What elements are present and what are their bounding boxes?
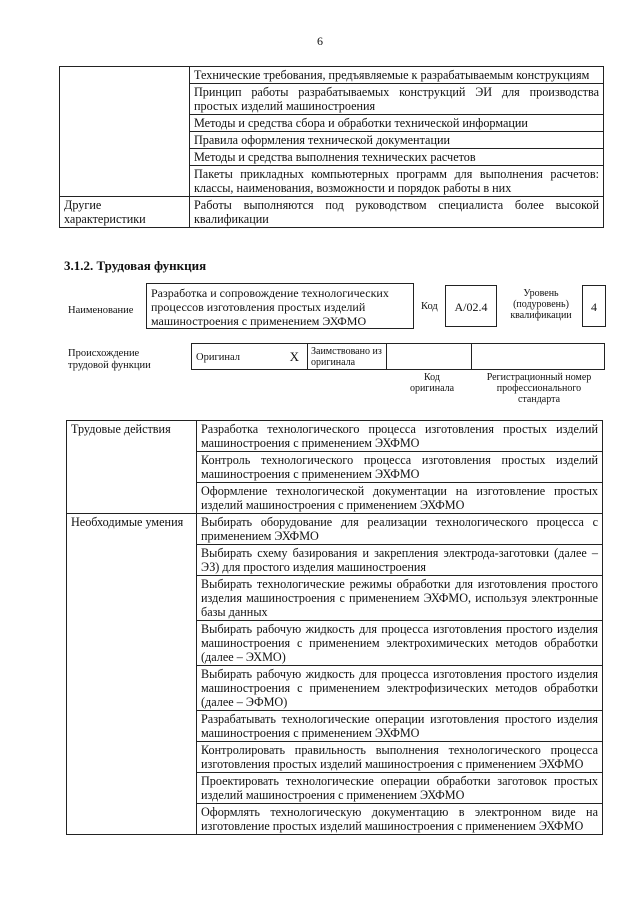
original-label: Оригинал — [196, 352, 240, 363]
table-cell: Трудовые действия — [67, 421, 197, 514]
table-cell: Принцип работы разрабатываемых конструкций ЭИ для производства простых изделий машиностроения — [190, 84, 604, 115]
table-cell: Правила оформления технической документации — [190, 132, 604, 149]
table-cell: Выбирать рабочую жидкость для процесса изготовления простого изделия машиностроения с применением электрохимических методов обработки (далее – ЭХМО) — [197, 621, 603, 666]
section-title: 3.1.2. Трудовая функция — [64, 258, 207, 273]
table-cell: Контроль технологического процесса изготовления простых изделий машиностроения с применением ЭХФМО — [197, 452, 603, 483]
table-cell: Разрабатывать технологические операции изготовления простого изделия машиностроения с применением ЭХФМО — [197, 711, 603, 742]
table-cell: Проектировать технологические операции обработки заготовок простых изделий машиностроения с применением ЭХФМО — [197, 773, 603, 804]
code-original-label: Код оригинала — [409, 372, 455, 394]
reg-number-label: Регистрационный номер профессионального стандарта — [486, 372, 592, 405]
table-cell: Выбирать схему базирования и закрепления электрода-заготовки (далее – ЭЗ) для простого изделия машиностроения — [197, 545, 603, 576]
table-cell: Методы и средства выполнения технических расчетов — [190, 149, 604, 166]
code-label: Код — [421, 301, 438, 312]
table-cell: Пакеты прикладных компьютерных программ для выполнения расчетов: классы, наименования, возможности и порядок работы в них — [190, 166, 604, 197]
borrowed-label: Заимствовано из оригинала — [307, 343, 387, 370]
name-value: Разработка и сопровождение технологических процессов изготовления простых изделий машиностроения с применением ЭХФМО — [146, 283, 414, 329]
table-cell: Выбирать оборудование для реализации технологического процесса с применением ЭХФМО — [197, 514, 603, 545]
table-row — [67, 421, 603, 452]
table-cell: Разработка технологического процесса изготовления простых изделий машиностроения с применением ЭХФМО — [197, 421, 603, 452]
table-cell — [60, 67, 190, 197]
table-cell: Оформление технологической документации на изготовление простых изделий машиностроения с применением ЭХФМО — [197, 483, 603, 514]
level-value: 4 — [582, 285, 606, 327]
table-cell: Выбирать рабочую жидкость для процесса изготовления простого изделия машиностроения с применением электрофизических методов обработки (далее – ЭФМО) — [197, 666, 603, 711]
table-row — [60, 67, 604, 84]
table-cell: Технические требования, предъявляемые к разрабатываемым конструкциям — [190, 67, 604, 84]
code-original-cell — [386, 343, 472, 370]
knowledge-table — [59, 66, 604, 228]
table-cell: Оформлять технологическую документацию в электронном виде на изготовление простых изделий машиностроения с применением ЭХФМО — [197, 804, 603, 835]
original-mark: X — [289, 349, 299, 364]
code-value: А/02.4 — [445, 285, 497, 327]
table-cell: Контролировать правильность выполнения технологического процесса изготовления простых изделий машиностроения с применением ЭХФМО — [197, 742, 603, 773]
origin-label: Происхождение трудовой функции — [68, 348, 151, 371]
table-row — [67, 514, 603, 545]
table-cell: Другие характеристики — [60, 197, 190, 228]
table-cell: Выбирать технологические режимы обработки для изготовления простого изделия машиностроения с применением ЭХФМО, используя электронные базы данных — [197, 576, 603, 621]
reg-number-cell — [471, 343, 605, 370]
name-label: Наименование — [68, 305, 134, 316]
original-cell — [191, 343, 308, 370]
function-table — [66, 420, 603, 835]
page-number: 6 — [317, 34, 323, 48]
table-cell: Необходимые умения — [67, 514, 197, 835]
level-label: Уровень (подуровень) квалификации — [510, 288, 572, 321]
table-row — [60, 197, 604, 228]
table-cell: Методы и средства сбора и обработки технической информации — [190, 115, 604, 132]
table-cell: Работы выполняются под руководством специалиста более высокой квалификации — [190, 197, 604, 228]
